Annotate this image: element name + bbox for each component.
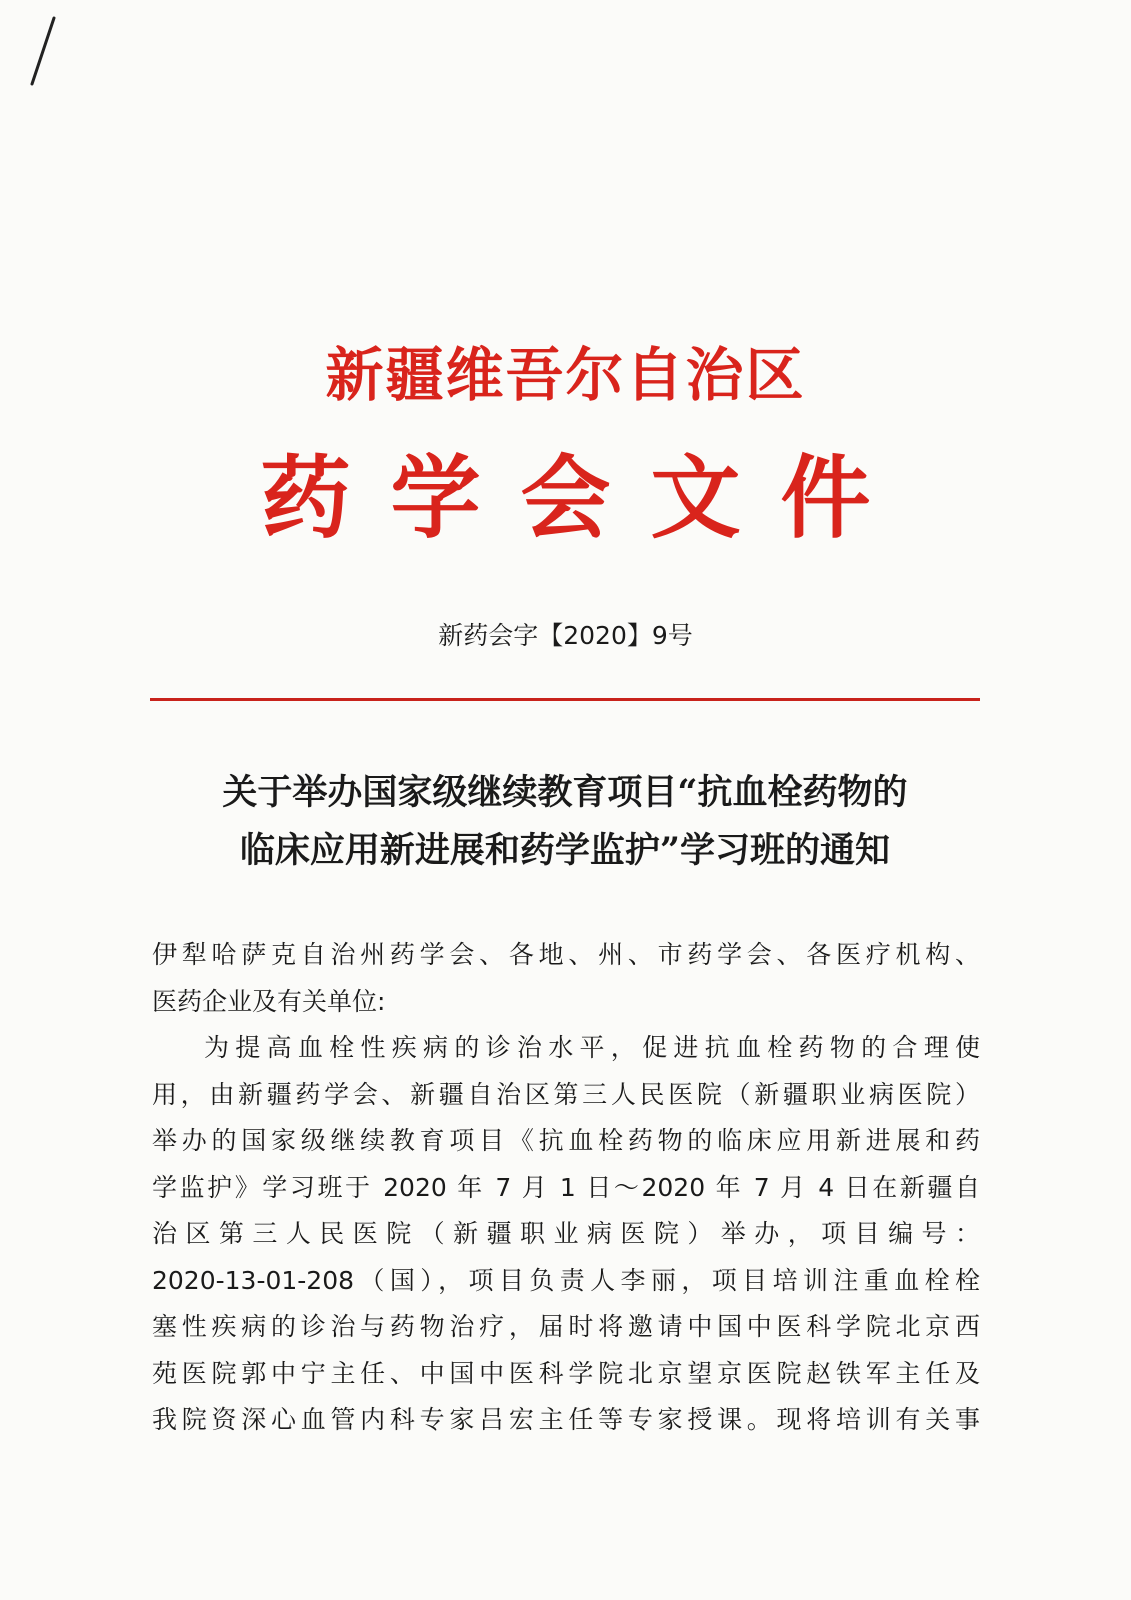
notice-title-line-2: 临床应用新进展和药学监护”学习班的通知 xyxy=(239,830,891,871)
body-line: 学监护》学习班于 2020 年 7 月 1 日～2020 年 7 月 4 日在新疆自 xyxy=(152,1172,980,1202)
notice-body xyxy=(152,932,980,1444)
body-line: 为提高血栓性疾病的诊治水平，促进抗血栓药物的合理使 xyxy=(204,1033,980,1062)
body-line: 医药企业及有关单位: xyxy=(152,986,386,1016)
body-line: 我院资深心血管内科专家吕宏主任等专家授课。现将培训有关事 xyxy=(152,1405,980,1434)
notice-title-line-1: 关于举办国家级继续教育项目“抗血栓药物的 xyxy=(222,772,908,813)
red-divider xyxy=(150,698,980,701)
body-line: 治区第三人民医院（新疆职业病医院）举办，项目编号： xyxy=(152,1219,980,1248)
body-line: 伊犁哈萨克自治州药学会、各地、州、市药学会、各医疗机构、 xyxy=(152,940,980,969)
pen-mark xyxy=(22,14,62,94)
body-line: 举办的国家级继续教育项目《抗血栓药物的临床应用新进展和药 xyxy=(152,1126,980,1155)
body-line: 塞性疾病的诊治与药物治疗，届时将邀请中国中医科学院北京西 xyxy=(152,1312,980,1341)
issuing-organization: 新疆维吾尔自治区 xyxy=(325,341,806,409)
body-line: 苑医院郭中宁主任、中国中医科学院北京望京医院赵铁军主任及 xyxy=(152,1358,980,1388)
body-line: 2020-13-01-208（国），项目负责人李丽，项目培训注重血栓栓 xyxy=(152,1265,980,1295)
body-line: 用，由新疆药学会、新疆自治区第三人民医院（新疆职业病医院） xyxy=(152,1079,980,1109)
document-type-title: 药学会文件 xyxy=(260,445,911,551)
document-number: 新药会字【2020】9号 xyxy=(438,621,693,650)
